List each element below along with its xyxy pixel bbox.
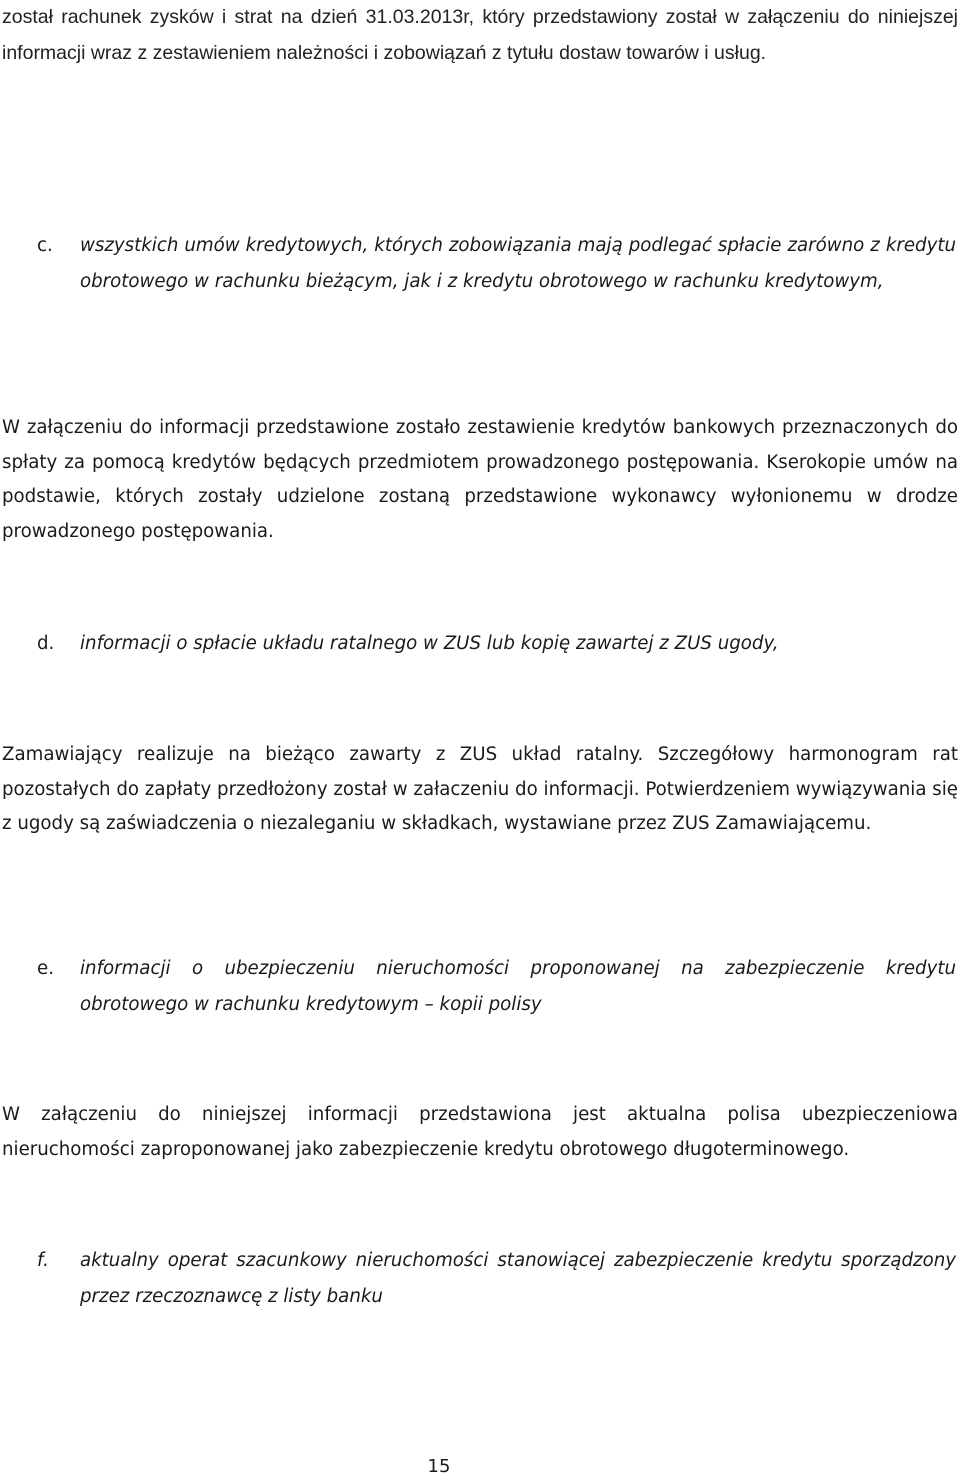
page-number: 15: [427, 1456, 451, 1477]
list-marker: c.: [37, 235, 53, 256]
paragraph-insurance-policy: W załączeniu do niniejszej informacji przedstawiona jest aktualna polisa ubezpieczeniowa nieruchomości zaproponowanej jako zabezpieczenie kredytu obrotowego długoterminowego.: [2, 1104, 958, 1160]
list-item-text: aktualny operat szacunkowy nieruchomości stanowiącej zabezpieczenie kredytu sporządzony przez rzeczoznawcę z listy banku: [80, 1250, 956, 1307]
list-item-text: informacji o ubezpieczeniu nieruchomości proponowanej na zabezpieczenie kredytu obrotowego w rachunku kredytowym – kopii polisy: [80, 958, 956, 1015]
list-marker: e.: [37, 958, 54, 979]
list-marker: f.: [37, 1250, 49, 1271]
list-item-text: wszystkich umów kredytowych, których zobowiązania mają podlegać spłacie zarówno z kredytu obrotowego w rachunku bieżącym, jak i z kredytu obrotowego w rachunku kredytowym,: [80, 235, 956, 292]
paragraph-zus-installments: Zamawiający realizuje na bieżąco zawarty z ZUS układ ratalny. Szczegółowy harmonogram rat pozostałych do zapłaty przedłożony został w załaczeniu do informacji. Potwierdzeniem wywiązywania się z ugody są zaświadczenia o niezaleganiu w składkach, wystawiane przez ZUS Zamawiającemu.: [2, 744, 958, 834]
intro-paragraph: został rachunek zysków i strat na dzień 31.03.2013r, który przedstawiony został w załączeniu do niniejszej informacji wraz z zestawieniem należności i zobowiązań z tytułu dostaw towarów i usług.: [2, 6, 958, 64]
paragraph-credit-statement: W załączeniu do informacji przedstawione zostało zestawienie kredytów bankowych przeznaczonych do spłaty za pomocą kredytów będących przedmiotem prowadzonego postępowania. Kserokopie umów na podstawie, których zostały udzielone zostaną przedstawione wykonawcy wyłonionemu w drodze prowadzonego postępowania.: [2, 417, 958, 542]
list-item-text: informacji o spłacie układu ratalnego w ZUS lub kopię zawartej z ZUS ugody,: [80, 633, 779, 654]
list-marker: d.: [37, 633, 55, 654]
